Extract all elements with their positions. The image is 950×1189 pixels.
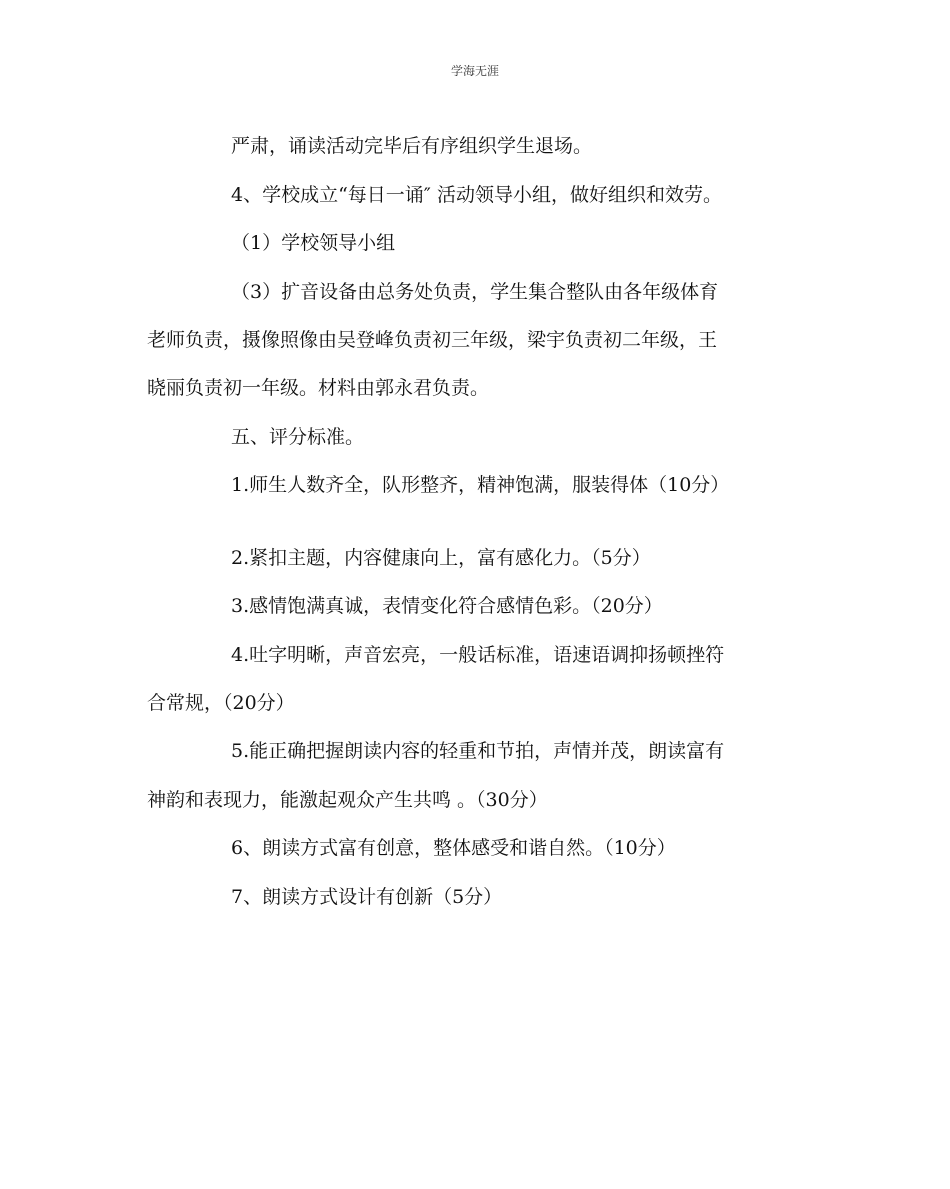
paragraph-line: （1）学校领导小组 bbox=[231, 232, 396, 254]
criteria-item: 7、朗读方式设计有创新（5分） bbox=[231, 886, 503, 908]
page-header: 学海无涯 bbox=[450, 64, 499, 78]
criteria-item-continued: 合常规，（20分） bbox=[147, 692, 295, 714]
criteria-item: 1.师生人数齐全，队形整齐，精神饱满，服装得体（10分） bbox=[231, 474, 730, 496]
criteria-item: 4.吐字明晰，声音宏亮，一般话标准，语速语调抑扬顿挫符 bbox=[231, 644, 725, 666]
paragraph-line: 老师负责，摄像照像由吴登峰负责初三年级，梁宇负责初二年级，王 bbox=[147, 329, 718, 351]
criteria-item: 3.感情饱满真诚，表情变化符合感情色彩。（20分） bbox=[231, 595, 663, 617]
section-heading: 五、评分标准。 bbox=[231, 426, 365, 448]
criteria-item-continued: 神韵和表现力，能激起观众产生共鸣 。（30分） bbox=[147, 789, 548, 811]
paragraph-line: 严肃，诵读活动完毕后有序组织学生退场。 bbox=[231, 135, 593, 157]
paragraph-line: 晓丽负责初一年级。材料由郭永君负责。 bbox=[147, 377, 490, 399]
criteria-item: 2.紧扣主题，内容健康向上，富有感化力。（5分） bbox=[231, 547, 651, 569]
paragraph-line: 4、学校成立“每日一诵″ 活动领导小组，做好组织和效劳。 bbox=[231, 184, 722, 206]
criteria-item: 6、朗读方式富有创意，整体感受和谐自然。（10分） bbox=[231, 837, 676, 859]
paragraph-line: （3）扩音设备由总务处负责，学生集合整队由各年级体育 bbox=[231, 281, 719, 303]
criteria-item: 5.能正确把握朗读内容的轻重和节拍，声情并茂，朗读富有 bbox=[231, 740, 725, 762]
